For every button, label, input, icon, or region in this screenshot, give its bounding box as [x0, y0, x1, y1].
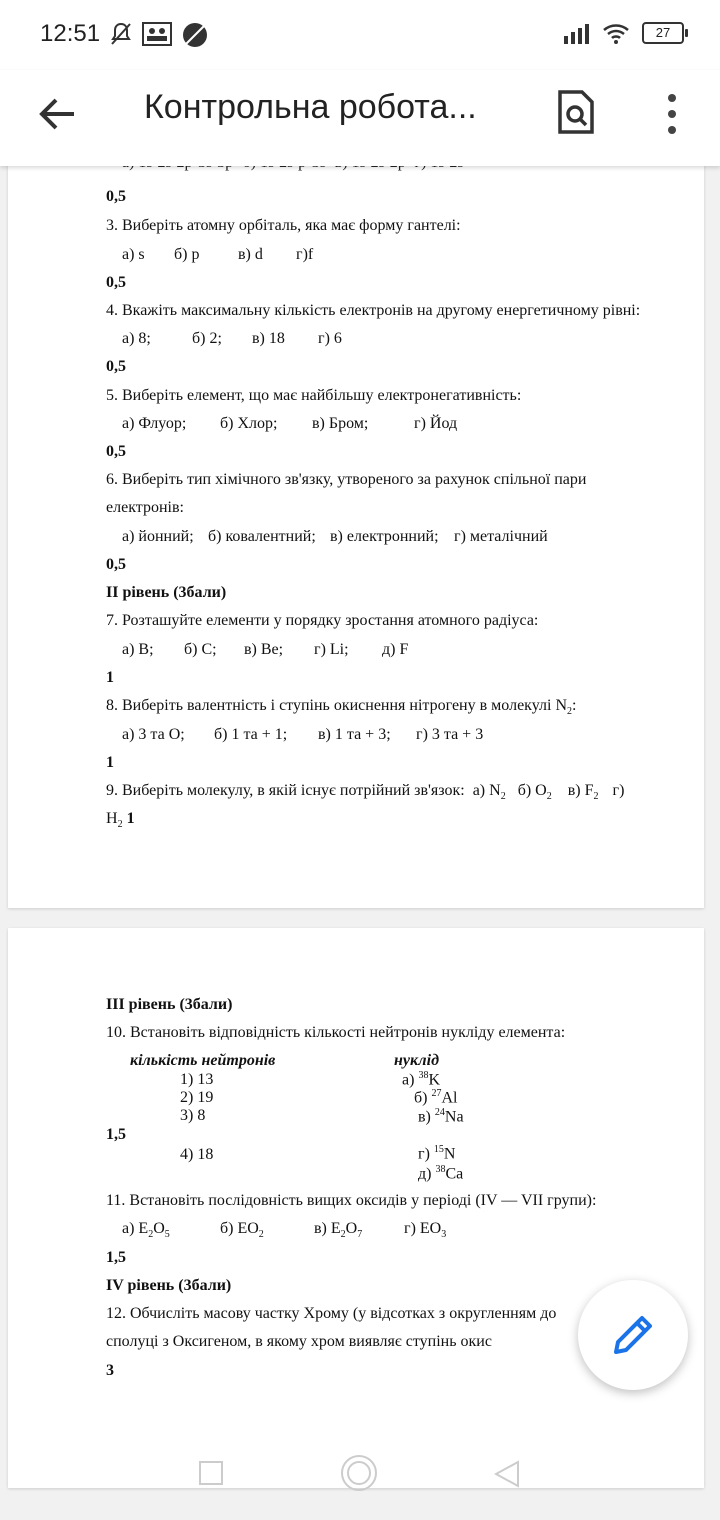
score: 1,5: [106, 1126, 126, 1143]
score: 1: [106, 754, 114, 771]
option: а) йонний;: [122, 528, 194, 545]
option: г): [612, 782, 625, 799]
option: г)f: [296, 246, 314, 263]
option: в) d: [238, 246, 263, 263]
document-page-2: [8, 928, 704, 1488]
question-4-options: [122, 330, 342, 348]
option: б) Хлор;: [220, 415, 278, 432]
question-8: [106, 697, 576, 717]
option: в) $E_2O_7$: [314, 1220, 363, 1241]
notification-icons: [110, 22, 208, 48]
option: а) B;: [122, 641, 154, 658]
colon: :: [572, 697, 577, 714]
option: г) металічний: [454, 528, 548, 545]
search-document-icon[interactable]: [556, 90, 594, 134]
score: 0,5: [106, 443, 126, 460]
column-header-nuclide: нуклід: [394, 1052, 440, 1069]
option: а) $E_2O_5$: [122, 1220, 170, 1241]
app-bar: [0, 70, 720, 166]
option: б) C;: [184, 641, 217, 658]
option: б) p: [174, 246, 200, 263]
question-12-line-1: 12. Обчисліть масову частку Хрому (у відсотках з округленням до: [106, 1305, 557, 1322]
option: в) 1 та + 3;: [318, 726, 391, 743]
subscript: 2: [567, 706, 572, 718]
question-6-options: [122, 528, 548, 546]
option: в) Бром;: [312, 415, 369, 432]
level-2-heading: ІІ рівень (3бали): [106, 584, 227, 601]
nuclide-item: б) $^{27}$Al: [414, 1088, 458, 1107]
option: б) $O_2$: [517, 782, 552, 803]
question-10: 10. Встановіть відповідність кількості нейтронів нукліду елемента:: [106, 1024, 566, 1041]
score: 3: [106, 1362, 114, 1379]
mute-icon: [110, 22, 132, 46]
back-triangle-icon[interactable]: [494, 1460, 520, 1488]
back-arrow-icon[interactable]: [38, 94, 78, 134]
option: в) електронний;: [330, 528, 439, 545]
score: 1: [126, 810, 135, 827]
option: б) ковалентний;: [208, 528, 316, 545]
option: г) Li;: [314, 641, 349, 658]
score: 1: [106, 669, 114, 686]
question-9-text: 9. Виберіть молекулу, в якій існує потрійний зв'язок:: [106, 782, 465, 799]
question-7: 7. Розташуйте елементи у порядку зростання атомного радіуса:: [106, 612, 539, 629]
option: в) $F_2$: [567, 782, 599, 803]
question-5: 5. Виберіть елемент, що має найбільшу електронегативність:: [106, 387, 522, 404]
document-title: Контрольна робота...: [144, 88, 477, 126]
group-icon: [142, 22, 172, 46]
question-11-options: [122, 1220, 446, 1240]
option: б) 1 та + 1;: [214, 726, 288, 743]
score: 1,5: [106, 1249, 126, 1266]
option: а) s: [122, 246, 145, 263]
option: г) $EO_3$: [404, 1220, 447, 1241]
question-6-line-1: 6. Виберіть тип хімічного зв'язку, утвореного за рахунок спільної пари: [106, 471, 587, 488]
neutron-item: 2) 19: [180, 1089, 214, 1106]
option: г) 3 та + 3: [416, 726, 484, 743]
level-4-heading: ІV рівень (3бали): [106, 1277, 232, 1294]
nuclide-item: г) $^{15}$N: [418, 1144, 456, 1163]
signal-icon: [562, 22, 590, 44]
pencil-icon: [610, 1312, 656, 1358]
option: б) 2;: [192, 330, 222, 347]
option: г) 6: [318, 330, 342, 347]
option: г) Йод: [414, 415, 458, 432]
recent-apps-icon[interactable]: [198, 1460, 224, 1486]
status-bar: [0, 0, 720, 70]
score: 0,5: [106, 188, 126, 205]
clock: 12:51: [40, 20, 101, 47]
option: в) 18: [252, 330, 285, 347]
question-6-line-2: електронів:: [106, 499, 184, 516]
option: в) Be;: [244, 641, 284, 658]
neutron-item: 1) 13: [180, 1071, 214, 1088]
edit-fab-button[interactable]: [578, 1280, 688, 1390]
option: д) F: [382, 641, 409, 658]
question-8-text: 8. Виберіть валентність і ступінь окиснення нітрогену в молекулі N: [106, 697, 567, 714]
option: а) Флуор;: [122, 415, 187, 432]
neutron-item: 3) 8: [180, 1107, 206, 1124]
blocked-icon: [182, 22, 208, 48]
battery-icon: 27: [642, 22, 684, 44]
home-icon[interactable]: [340, 1454, 378, 1492]
more-options-icon[interactable]: [660, 92, 684, 136]
question-9: [106, 782, 624, 802]
option: а) $N_2$: [472, 782, 506, 803]
question-8-options: [122, 726, 483, 744]
wifi-icon: [602, 22, 630, 44]
option: а) 3 та О;: [122, 726, 185, 743]
question-3-options: [122, 246, 313, 264]
score: 0,5: [106, 556, 126, 573]
navigation-bar: [0, 1440, 720, 1520]
option: б) $EO_2$: [220, 1220, 264, 1241]
system-icons: [562, 22, 684, 44]
score: 0,5: [106, 358, 126, 375]
level-3-heading: ІІІ рівень (3бали): [106, 996, 233, 1013]
score: 0,5: [106, 274, 126, 291]
option: а) 8;: [122, 330, 151, 347]
question-11: 11. Встановіть послідовність вищих оксидів у періоді (IV — VІІ групи):: [106, 1192, 597, 1209]
neutron-item: 4) 18: [180, 1146, 214, 1163]
nuclide-item: д) $^{38}$Ca: [418, 1164, 464, 1183]
document-page-1: [8, 160, 704, 908]
question-3: 3. Виберіть атомну орбіталь, яка має форму гантелі:: [106, 217, 461, 234]
nuclide-item: а) $^{38}$K: [402, 1070, 440, 1089]
nuclide-item: в) $^{24}$Na: [418, 1107, 464, 1126]
question-7-options: [122, 641, 408, 659]
column-header-neutrons: кількість нейтронів: [130, 1052, 276, 1069]
question-5-options: [122, 415, 457, 433]
question-12-line-2: сполуці з Оксигеном, в якому хром виявляє ступінь окис: [106, 1333, 492, 1350]
question-9-continued: $H_2$ 1: [106, 810, 135, 831]
question-4: 4. Вкажіть максимальну кількість електронів на другому енергетичному рівні:: [106, 302, 641, 319]
